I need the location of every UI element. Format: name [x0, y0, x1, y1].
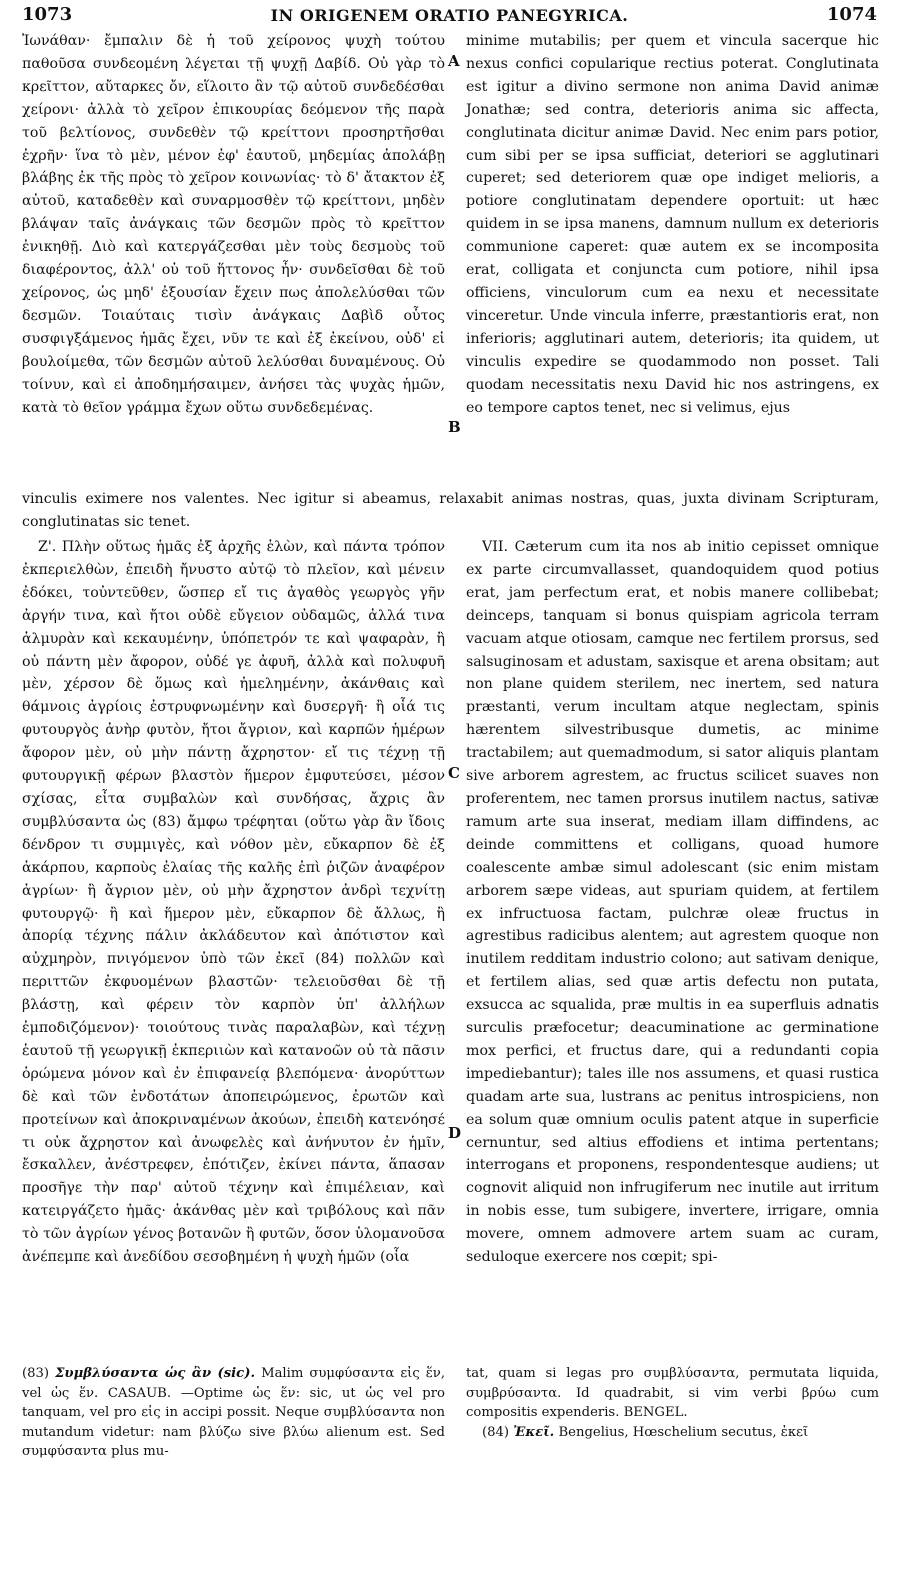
footnote-83 — [22, 1364, 445, 1462]
margin-marker-a: A — [448, 52, 460, 70]
latin-paragraph-top: minime mutabilis; per quem et vincula sacerque hic nexus confici copularique rectius poterat. Conglutinata est igitur a divino sermone non anima David animæ Jonathæ; sed contra, deterioris anima sic affecta, conglutinata dicitur animæ David. Nec enim pars potior, cum sibi per se ipsa sufficiat, deteriori se agglutinari cuperet; sed deteriorem quæ ope indiget melioris, a potiore conglutinatam dependere oportuit: ut hæc quidem in se ipsa manens, damnum nullum ex deterioris communione caperet: quæ autem ex se incomposita erat, colligata et conjuncta cum potiore, nihil ipsa officiens, vinculorum cum ea nexu et necessitate vinceretur. Unde vincula inferre, præstantioris erat, non inferioris; agglutinari autem, deterioris; ita quidem, ut vinculis expedire se quodammodo non posset. Tali quodam necessitatis nexu David hic nos astringens, ex eo tempore captos tenet, nec si velimus, ejus — [466, 33, 879, 416]
footnote-83-label: (83) — [22, 1366, 50, 1381]
footnote-83-continued — [466, 1364, 879, 1442]
page-number-right: 1074 — [826, 4, 877, 25]
margin-marker-d: D — [448, 1124, 462, 1142]
latin-column-main — [466, 536, 879, 1269]
latin-paragraph-main: VII. Cæterum cum ita nos ab initio cepisset omnique ex parte circumvallasset, quandoquidem quod potius erat, jam perfectum erat, et nobis manere collibebat; deinceps, tanquam si bonus quispiam agricola terram vacuam atque otiosam, camque nec fertilem prorsus, sed salsuginosam et adustam, saxisque et arena obsitam; aut non plane quidem sterilem, nec inertem, sed natura præstanti, verum incultam atque neglectam, spinis hærentem silvestribusque dumetis, ac minime tractabilem; aut quemadmodum, si sator aliquis plantam sive arborem agrestem, ac fructus scilicet suaves non proferentem, nec tamen prorsus inutilem nactus, sativæ ramum arte sua inserat, mediam illam diffindens, ac deinde committens et colligans, quoad humore coalescente ambæ simul adolescant (sic enim mistam arborem sæpe videas, aut spuriam quidem, at fertilem ex infructuosa factam, pulchræ oleæ fructus in agrestibus radicibus alentem; aut agrestem quoque non inutilem redditam industrio colono; aut sativam denique, et fertilem alias, sed quæ artis defectu non putata, exsucca ac squalida, præ multis in ea superfluis adnatis surculis præfocetur; deacuminatione ac germinatione mox perfici, et fructus dare, qui a redundanti copia impediebantur); tales ille nos assumens, et quasi rustica quadam arte sua, lustrans ac penitus introspiciens, non ea solum quæ omnium oculis patent atque in superficie cernuntur, sed altius effodiens et intima pertentans; interrogans et proponens, respondentesque audiens; ut cognovit aliquid non infrugiferum nec inutile aut irritum in nobis esse, tum subigere, invertere, irrigare, omnia movere, omnem admovere artem suam ac curam, seduloque exercere nos cœpit; spi- — [466, 539, 879, 1266]
margin-marker-c: C — [448, 764, 460, 782]
running-title: IN ORIGENEM ORATIO PANEGYRICA. — [270, 6, 629, 25]
latin-column-top — [466, 30, 879, 419]
full-width-line: vinculis eximere nos valentes. Nec igitur si abeamus, relaxabit animas nostras, quas, juxta divinam Scripturam, conglutinatas sic tenet. — [22, 491, 879, 530]
page-number-left: 1073 — [22, 4, 73, 25]
greek-paragraph-main: Ζ'. Πλὴν οὕτως ἡμᾶς ἐξ ἀρχῆς ἑλὼν, καὶ πάντα τρόπον ἐκπεριελθὼν, ἐπειδὴ ἤνυστο αὐτῷ τὸ πλεῖον, καὶ μένειν ἐδόκει, τοὐντεῦθεν, ὥσπερ εἴ τις ἀγαθὸς γεωργὸς γῆν ἀργήν τινα, καὶ ἤτοι οὐδὲ εὔγειον οὐδαμῶς, ἀλλά τινα ἁλμυρὰν καὶ κεκαυμένην, ὑπόπετρόν τε καὶ ψαφαρὰν, ἢ οὐ πάντη μὲν ἄφορον, οὐδέ γε ἀφυῆ, ἀλλὰ καὶ πολυφυῆ μὲν, χέρσον δὲ ὅμως καὶ ἠμελημένην, ἀκάνθαις καὶ θάμνοις ἀγρίοις ἐστρυφνωμένην καὶ δυσεργῆ· ἢ οἷά τις φυτουργὸς ἀνὴρ φυτὸν, ἤτοι ἄγριον, καὶ καρπῶν ἡμέρων ἄφορον μὲν, οὐ μὴν πάντῃ ἄχρηστον· εἴ τις τέχνῃ τῇ φυτουργικῇ φέρων βλαστὸν ἥμερον ἐμφυτεύσει, μέσον σχίσας, εἶτα συμβαλὼν καὶ συνδήσας, ἄχρις ἂν συμβλύσαντα ὡς (83) ἄμφω τρέφηται (οὕτω γὰρ ἂν ἴδοις δένδρον τι συμμιγὲς, καὶ νόθον μὲν, εὔκαρπον δὲ ἐξ ἀκάρπου, καρποὺς ἐλαίας τῆς καλῆς ἐπὶ ῥιζῶν ἀναφέρον ἀγρίων· ἢ ἄγριον μὲν, οὐ μὴν ἄχρηστον ἀνδρὶ τεχνίτῃ φυτουργῷ· ἢ καὶ ἥμερον μὲν, εὔκαρπον δὲ ἄλλως, ἢ ἀπορίᾳ τέχνης πάλιν ἀκλάδευτον καὶ ἀπότιστον καὶ αὐχμηρὸν, πνιγόμενον ὑπὸ τῶν ἐκεῖ (84) πολλῶν καὶ περιττῶν ἐκφυομένων βλαστῶν· τελειοῦσθαι δὲ τῇ βλάστῃ, καὶ φέρειν τὸν καρπὸν ὑπ' ἀλλήλων ἐμποδιζόμενον)· τοιούτους τινὰς παραλαβὼν, καὶ τέχνῃ ἑαυτοῦ τῇ γεωργικῇ ἐκπεριιὼν καὶ κατανοῶν οὐ τὰ πᾶσιν ὁρώμενα μόνον καὶ ἐν ἐπιφανείᾳ βλεπόμενα· ἀνορύττων δὲ καὶ τῶν ἐνδοτάτων ἀποπειρώμενος, ἐρωτῶν καὶ προτείνων καὶ ἀποκριναμένων ἀκούων, ἐπειδὴ κατενόησέ τι οὐκ ἄχρηστον καὶ ἀνωφελὲς καὶ ἀνήνυτον ἐν ἡμῖν, ἔσκαλλεν, ἀνέστρεφεν, ἐπότιζεν, ἐκίνει πάντα, ἅπασαν προσῆγε τὴν παρ' αὐτοῦ τέχνην καὶ ἐπιμέλειαν, καὶ κατειργάζετο ἡμᾶς· ἀκάνθας μὲν καὶ τριβόλους καὶ πᾶν τὸ τῶν ἀγρίων γένος βοτανῶν ἢ φυτῶν, ὅσον ὑλομανοῦσα ἀνέπεμπε καὶ ἀνεδίδου σεσοβημένη ἡ ψυχὴ ἡμῶν (οἷα — [22, 539, 445, 1266]
greek-paragraph-top: Ἰωνάθαν· ἔμπαλιν δὲ ἡ τοῦ χείρονος ψυχὴ τούτου παθοῦσα συνδεομένη λέγεται τῇ ψυχῇ Δαβίδ. Οὐ γὰρ τὸ κρεῖττον, αὔταρκες ὄν, εἵλοιτο ἂν τῷ αὐτοῦ συνδεδέσθαι χείρονι· ἀλλὰ τὸ χεῖρον ἐπικουρίας δεόμενον τῆς παρὰ τοῦ βελτίονος, συνδεθὲν τῷ κρείττονι προσηρτῆσθαι ἐχρῆν· ἵνα τὸ μὲν, μένον ἐφ' ἑαυτοῦ, μηδεμίας ἀπολάβῃ βλάβης ἐκ τῆς πρὸς τὸ χεῖρον κοινωνίας· τὸ δ' ἄτακτον ἐξ αὐτοῦ, καταδεθὲν καὶ συναρμοσθὲν τῷ κρείττονι, μηδὲν βλάψαν ταῖς ἀνάγκαις τῶν δεσμῶν πρὸς τὸ κρεῖττον ἐνικηθῇ. Διὸ καὶ κατεργάζεσθαι μὲν τοὺς δεσμοὺς τοῦ διαφέροντος, ἀλλ' οὐ τοῦ ἥττονος ἦν· συνδεῖσθαι δὲ τοῦ χείρονος, ὡς μηδ' ἐξουσίαν ἔχειν πως ἀπολελύσθαι τῶν δεσμῶν. Τοιαύταις τισὶν ἀνάγκαις Δαβὶδ οὗτος συσφιγξάμενος ἡμᾶς ἔχει, νῦν τε καὶ ἐξ ἐκείνου, οὐδ' εἰ βουλοίμεθα, τῶν δεσμῶν αὐτοῦ λελύσθαι δυναμένους. Οὐ τοίνυν, καὶ εἰ ἀποδημήσαιμεν, ἀνήσει τὰς ψυχὰς ἡμῶν, κατὰ τὸ θεῖον γράμμα ἔχων οὕτω συνδεδεμένας. — [22, 33, 445, 416]
footnote-84-label: (84) — [482, 1424, 510, 1440]
greek-column-main — [22, 536, 445, 1269]
footnote-83-text: Malim συμφύσαντα εἰς ἕν, vel ὡς ἕν. CASAUB. —Optime ὡς ἕν: sic, ut ὡς vel pro tanquam, vel pro εἰς in accipi possit. Neque συμβλύσαντα non mutandum videtur: nam βλύζω sive βλύω alienum est. Sed συμφύσαντα plus mu- — [22, 1366, 446, 1460]
footnote-84-lemma: Ἐκεῖ. — [513, 1424, 555, 1440]
greek-column-top — [22, 30, 445, 419]
margin-marker-b: B — [448, 418, 461, 436]
footnote-83-continuation: tat, quam si legas pro συμβλύσαντα, permutata liquida, συμβρύσαντα. Id quadrabit, si vim verbi βρύω cum compositis expenderis. BENGEL. — [466, 1366, 879, 1421]
running-header — [22, 4, 877, 26]
footnote-84 — [466, 1423, 879, 1443]
footnote-84-text: Bengelius, Hœschelium secutus, ἐκεῖ — [558, 1424, 809, 1440]
footnote-83-lemma: Συμβλύσαντα ὡς ἂν (sic). — [55, 1366, 256, 1381]
